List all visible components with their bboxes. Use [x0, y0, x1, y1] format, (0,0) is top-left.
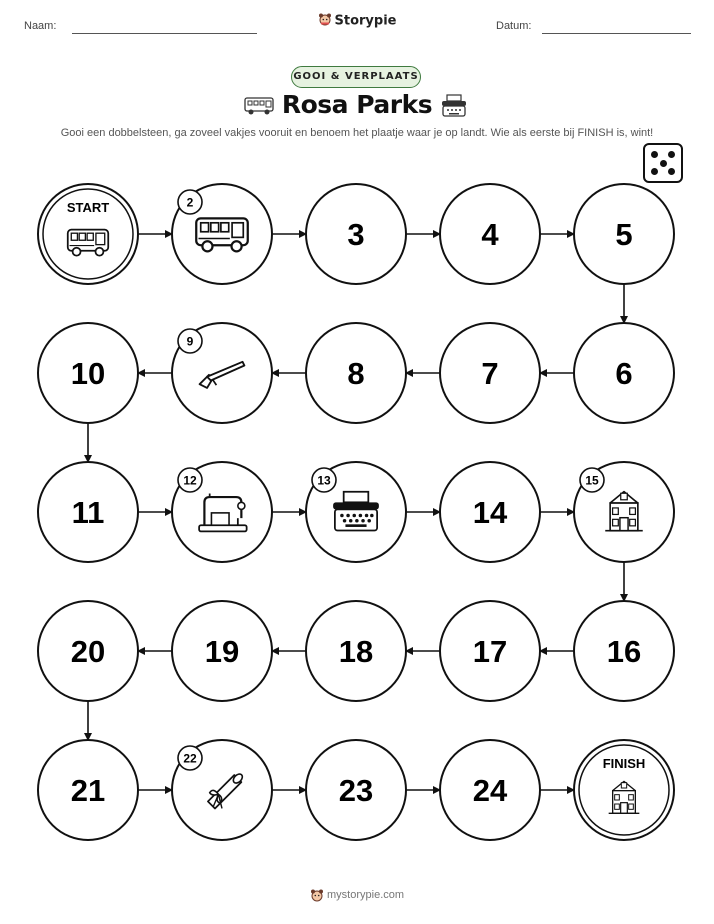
name-label: Naam:: [24, 20, 57, 32]
board-cell-16[interactable]: [574, 601, 674, 701]
cell-number: 21: [70, 773, 106, 808]
cell-number: 12: [183, 473, 197, 488]
board-cell-5[interactable]: [574, 184, 674, 284]
board-cell-22[interactable]: [172, 740, 272, 840]
footer-mascot-icon: [310, 889, 327, 901]
cell-number: 19: [204, 634, 240, 669]
cell-number: 15: [585, 473, 599, 488]
board-cell-10[interactable]: [38, 323, 138, 423]
board-cell-4[interactable]: [440, 184, 540, 284]
footer: [0, 888, 714, 902]
board-cell-12[interactable]: [172, 462, 272, 562]
cell-number: 16: [606, 634, 642, 669]
page-title: Rosa Parks: [281, 90, 433, 119]
cell-number: 10: [70, 356, 106, 391]
board-cell-19[interactable]: [172, 601, 272, 701]
cell-number: 2: [186, 195, 194, 210]
board-cell-24[interactable]: [440, 740, 540, 840]
board-cell-11[interactable]: [38, 462, 138, 562]
cell-number: 22: [183, 751, 197, 766]
logo-text: Storypie: [334, 13, 397, 29]
instructions-text: Gooi een dobbelsteen, ga zoveel vakjes vooruit en benoem het plaatje waar je op landt. Wie als eerste bij FINISH is, wint!: [60, 127, 654, 139]
board-cell-20[interactable]: [38, 601, 138, 701]
cell-number: 6: [615, 356, 633, 391]
cell-number: 24: [472, 773, 508, 808]
board-cell-23[interactable]: [306, 740, 406, 840]
cell-number: 7: [481, 356, 499, 391]
board-cell-17[interactable]: [440, 601, 540, 701]
cell-number: 17: [472, 634, 508, 669]
board-cell-18[interactable]: [306, 601, 406, 701]
cell-number: 23: [338, 773, 374, 808]
cell-number: 4: [481, 217, 499, 252]
board-cell-13[interactable]: [306, 462, 406, 562]
cell-number: 20: [70, 634, 106, 669]
board-cell-start[interactable]: [38, 184, 138, 284]
footer-url[interactable]: mystorypie.com: [327, 888, 405, 901]
cell-number: 18: [338, 634, 374, 669]
activity-badge: GOOI & VERPLAATS: [291, 66, 421, 88]
cell-number: 9: [186, 334, 194, 349]
board-cell-2[interactable]: [172, 184, 272, 284]
board-cell-15[interactable]: [574, 462, 674, 562]
board-cell-8[interactable]: [306, 323, 406, 423]
cell-number: 8: [347, 356, 365, 391]
date-label: Datum:: [496, 20, 532, 32]
cell-number: 13: [317, 473, 331, 488]
board-cell-7[interactable]: [440, 323, 540, 423]
cell-number: 11: [71, 495, 105, 530]
cell-label: START: [66, 200, 110, 215]
board-cell-3[interactable]: [306, 184, 406, 284]
cell-number: 5: [615, 217, 633, 252]
cell-number: 3: [347, 217, 365, 252]
board-cell-6[interactable]: [574, 323, 674, 423]
cell-label: FINISH: [602, 756, 646, 771]
board-cell-21[interactable]: [38, 740, 138, 840]
board-cell-finish[interactable]: [574, 740, 674, 840]
board-cells: [38, 184, 674, 840]
board-cell-9[interactable]: [172, 323, 272, 423]
board-cell-14[interactable]: [440, 462, 540, 562]
cell-number: 14: [472, 495, 508, 530]
